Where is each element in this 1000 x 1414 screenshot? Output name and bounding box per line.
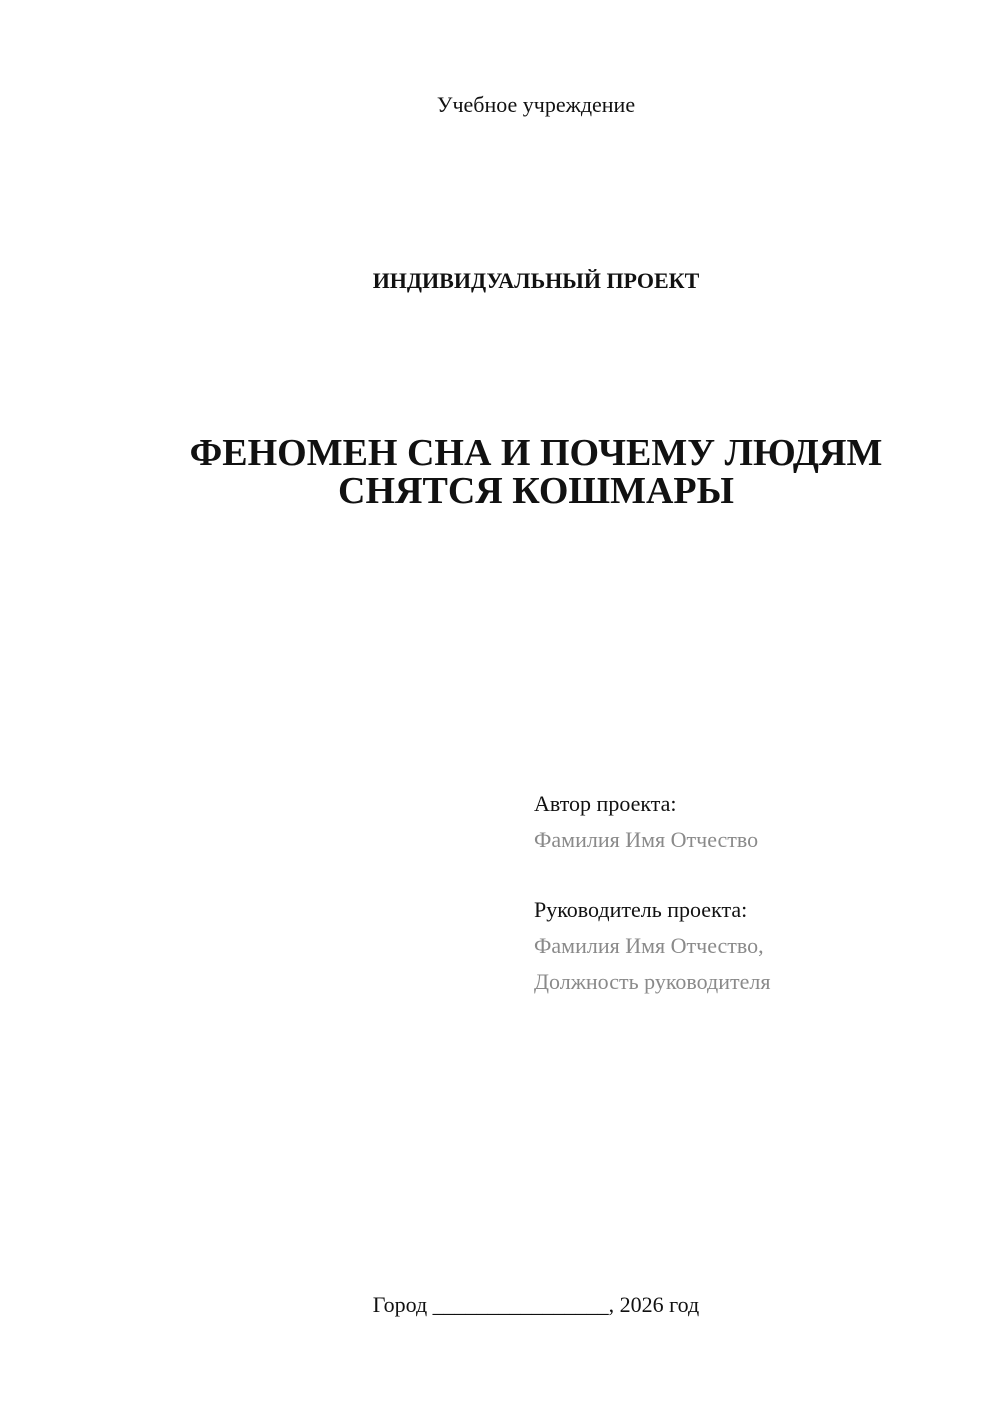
project-title-line-2: СНЯТСЯ КОШМАРЫ [338,470,734,512]
project-title-line-1: ФЕНОМЕН СНА И ПОЧЕМУ ЛЮДЯМ [189,432,883,474]
city-year-line: Город ________________, 2026 год [372,1292,700,1317]
supervisor-label: Руководитель проекта: [534,897,748,922]
author-name: Фамилия Имя Отчество [534,827,759,852]
project-info-block [534,786,974,1000]
institution-name: Учебное учреждение [436,92,636,117]
supervisor-name: Фамилия Имя Отчество, [534,933,764,958]
project-title [0,434,1000,510]
supervisor-position: Должность руководителя [534,969,771,994]
info-spacer [534,858,974,892]
author-label: Автор проекта: [534,791,677,816]
document-type: ИНДИВИДУАЛЬНЫЙ ПРОЕКТ [372,268,700,293]
